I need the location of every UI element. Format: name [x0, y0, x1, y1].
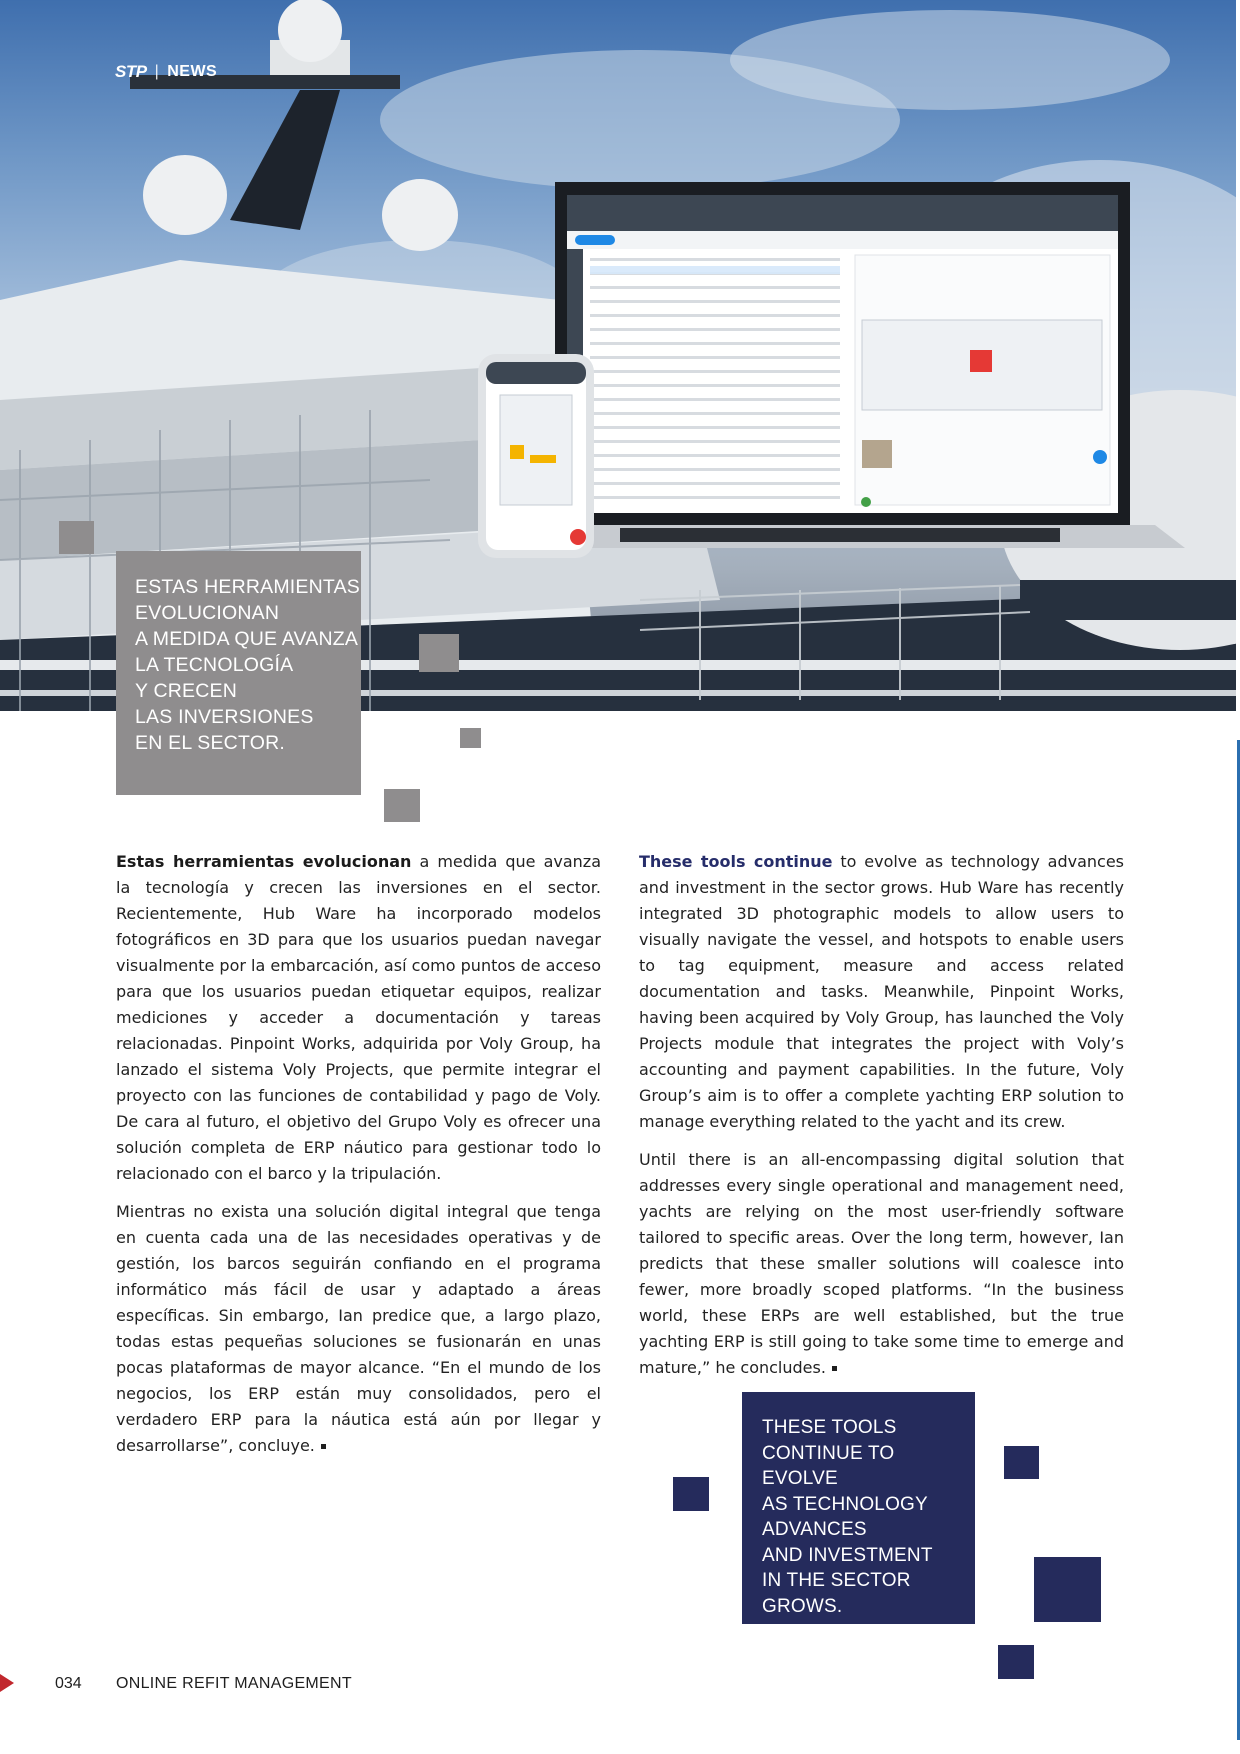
pull-quote-spanish: [116, 551, 361, 795]
pull-quote-english: [742, 1392, 975, 1624]
lead-in: Estas herramientas evolucionan: [116, 852, 412, 871]
pull-quote-text: ESTAS HERRAMIENTAS EVOLUCIONAN A MEDIDA QUE AVANZA LA TECNOLOGÍA Y CRECEN LAS INVERSIONES EN EL SECTOR.: [135, 576, 360, 754]
page-edge: [1236, 0, 1240, 711]
pull-quote-text: THESE TOOLS CONTINUE TO EVOLVE AS TECHNOLOGY ADVANCES AND INVESTMENT IN THE SECTOR GROWS.: [762, 1417, 933, 1617]
article-column-spanish: [116, 849, 601, 1471]
paragraph: [639, 849, 1124, 1135]
decor-square: [384, 789, 420, 822]
paragraph: [116, 849, 601, 1187]
paragraph-text: Until there is an all-encompassing digital solution that addresses every single operational and management need, yachts are relying on the most user-friendly software tailored to specific areas. Over the long term, however, Ian predicts that these smaller solutions will coalesce into fewer, more broadly scoped platforms. “In the business world, these ERPs are well established, but the true yachting ERP is still going to take some time to emerge and mature,” he concludes.: [639, 1150, 1124, 1377]
lead-in: These tools continue: [639, 852, 833, 871]
decor-square: [460, 728, 481, 748]
page-number: 034: [55, 1675, 82, 1692]
stp-news-logo: [115, 62, 217, 82]
logo-separator: |: [154, 63, 160, 80]
end-mark: [832, 1366, 837, 1371]
paragraph: [116, 1199, 601, 1459]
decor-square: [673, 1477, 709, 1511]
footer-arrow-icon: [0, 1674, 14, 1692]
decor-square: [1034, 1557, 1101, 1622]
article-column-english: [639, 849, 1124, 1393]
decor-square: [59, 521, 94, 554]
decor-square: [998, 1645, 1034, 1679]
logo-brand: STP: [115, 62, 147, 81]
section-name: ONLINE REFIT MANAGEMENT: [116, 1675, 352, 1692]
paragraph-text: Mientras no exista una solución digital integral que tenga en cuenta cada una de las necesidades operativas y de gestión, los barcos seguirán confiando en el programa informático más fácil de usar y adaptado a áreas específicas. Sin embargo, Ian predice que, a largo plazo, todas estas pequeñas soluciones se fusionarán en unas pocas plataformas de mayor alcance. “En el mundo de los negocios, los ERP están muy consolidados, pero el verdadero ERP para la náutica está aún por llegar y desarrollarse”, concluye.: [116, 1202, 601, 1455]
paragraph-text: to evolve as technology advances and investment in the sector grows. Hub Ware has recently integrated 3D photographic models to allow users to visually navigate the vessel, and hotspots to enable users to tag equipment, measure and access related documentation and tasks. Meanwhile, Pinpoint Works, having been acquired by Voly Group, has launched the Voly Projects module that integrates the project with Voly’s accounting and payment capabilities. In the future, Voly Group’s aim is to offer a complete yachting ERP solution to manage everything related to the yacht and its crew.: [639, 852, 1124, 1131]
decor-square: [1004, 1446, 1039, 1479]
end-mark: [321, 1444, 326, 1449]
paragraph-text: a medida que avanza la tecnología y crecen las inversiones en el sector. Recientemente, Hub Ware ha incorporado modelos fotográficos en 3D para que los usuarios puedan navegar visualmente por la embarcación, así como puntos de acceso para que los usuarios puedan etiquetar equipos, realizar mediciones y acceder a documentación y tareas relacionadas. Pinpoint Works, adquirida por Voly Group, ha lanzado el sistema Voly Projects, que permite integrar el proyecto con las funciones de contabilidad y pago de Voly. De cara al futuro, el objetivo del Grupo Voly es ofrecer una solución completa de ERP náutico para gestionar todo lo relacionado con el barco y la tripulación.: [116, 852, 602, 1183]
logo-section: NEWS: [167, 63, 218, 80]
paragraph: [639, 1147, 1124, 1381]
decor-square: [419, 634, 459, 672]
